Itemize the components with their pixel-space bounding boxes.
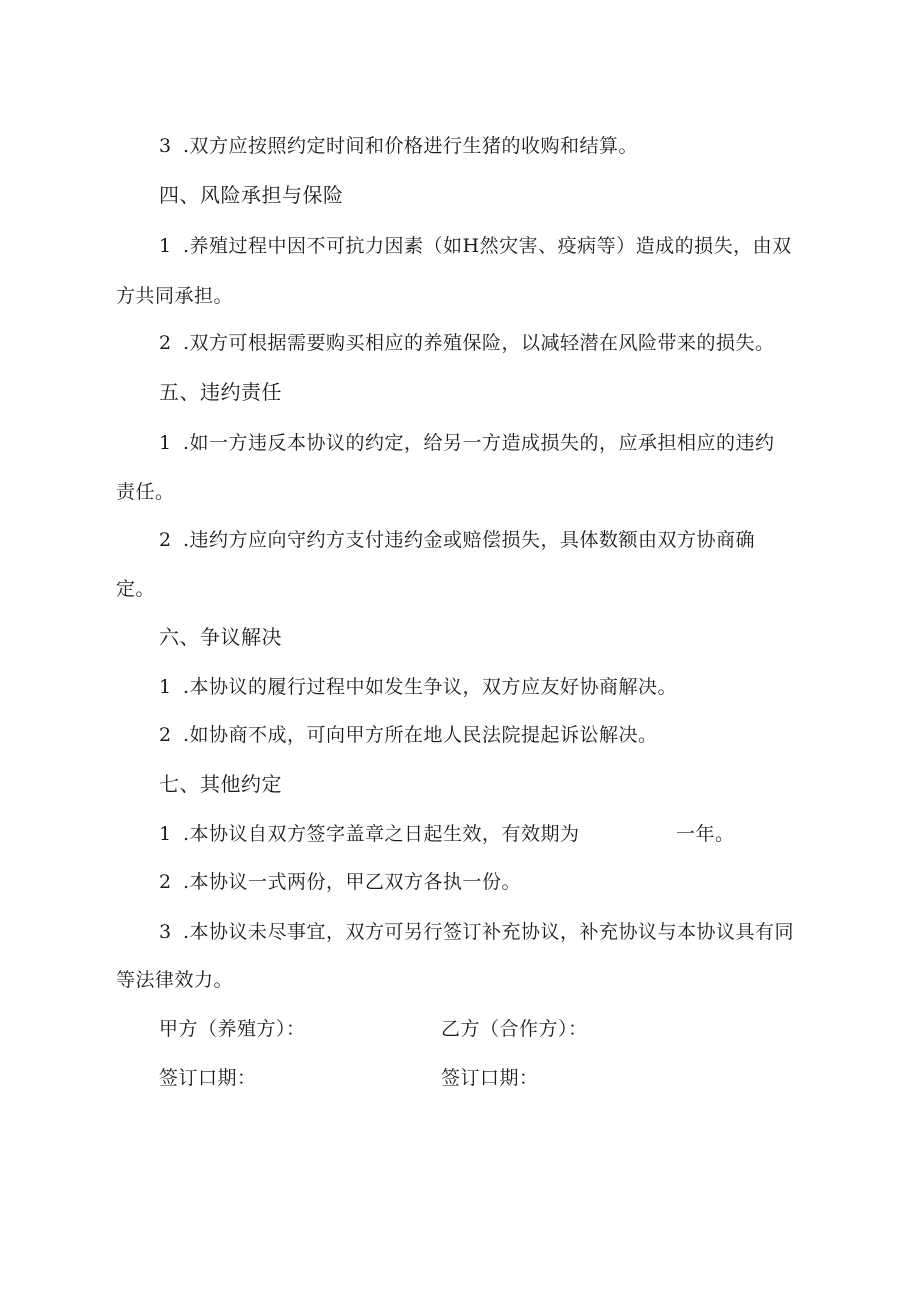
clause-number: 3 xyxy=(159,921,172,943)
clause-6-2 xyxy=(159,723,658,747)
clause-5-2 xyxy=(159,528,755,552)
clause-text: .双方应按照约定时间和价格进行生猪的收购和结算。 xyxy=(183,135,639,157)
section-heading-6: 六、争议解决 xyxy=(159,625,282,649)
clause-text: .如一方违反本协议的约定，给另一方造成损失的，应承担相应的违约 xyxy=(183,432,775,454)
party-a-label: 甲方（养殖方）： xyxy=(159,1018,306,1040)
clause-number: 2 xyxy=(159,871,172,893)
clause-7-2 xyxy=(159,870,521,894)
clause-4-2 xyxy=(159,331,775,355)
clause-6-1 xyxy=(159,675,677,699)
clause-7-3-continuation: 等法律效力。 xyxy=(116,969,234,991)
clause-text: .本协议的履行过程中如发生争议，双方应友好协商解决。 xyxy=(183,676,678,698)
clause-text: .如协商不成，可向甲方所在地人民法院提起诉讼解决。 xyxy=(183,724,658,746)
clause-number: 1 xyxy=(159,823,172,845)
clause-text: .养殖过程中因不可抗力因素（如H然灾害、疫病等）造成的损失，由双 xyxy=(183,235,792,257)
clause-text: .本协议自双方签字盖章之日起生效，有效期为 xyxy=(183,823,580,845)
clause-text: .违约方应向守约方支付违约金或赔偿损失，具体数额由双方协商确 xyxy=(183,529,756,551)
clause-5-1 xyxy=(159,431,775,455)
clause-number: 2 xyxy=(159,332,172,354)
clause-text: .本协议一式两份，甲乙双方各执一份。 xyxy=(183,871,522,893)
clause-number: 1 xyxy=(159,676,172,698)
clause-4-1-continuation: 方共同承担。 xyxy=(116,285,234,307)
section-heading-4: 四、风险承担与保险 xyxy=(159,183,344,207)
party-b-label: 乙方（合作方）： xyxy=(441,1018,588,1040)
clause-number: 2 xyxy=(159,529,172,551)
section-heading-7: 七、其他约定 xyxy=(159,772,282,796)
clause-number: 1 xyxy=(159,235,172,257)
date-a-label: 签订口期： xyxy=(159,1067,257,1089)
section-heading-5: 五、违约责任 xyxy=(159,380,282,404)
clause-4-1 xyxy=(159,234,792,258)
clause-5-1-continuation: 责任。 xyxy=(116,481,175,503)
clause-number: 1 xyxy=(159,432,172,454)
clause-5-2-continuation: 定。 xyxy=(116,578,156,600)
clause-text: .双方可根据需要购买相应的养殖保险，以减轻潜在风险带来的损失。 xyxy=(183,332,775,354)
clause-7-3 xyxy=(159,920,794,944)
clause-7-1-tail: 一年。 xyxy=(676,823,735,845)
clause-number: 3 xyxy=(159,135,172,157)
date-b-label: 签订口期： xyxy=(441,1067,539,1089)
clause-text: .本协议未尽事宜，双方可另行签订补充协议，补充协议与本协议具有同 xyxy=(183,921,795,943)
clause-3-3 xyxy=(159,134,638,158)
clause-7-1 xyxy=(159,822,580,846)
clause-number: 2 xyxy=(159,724,172,746)
